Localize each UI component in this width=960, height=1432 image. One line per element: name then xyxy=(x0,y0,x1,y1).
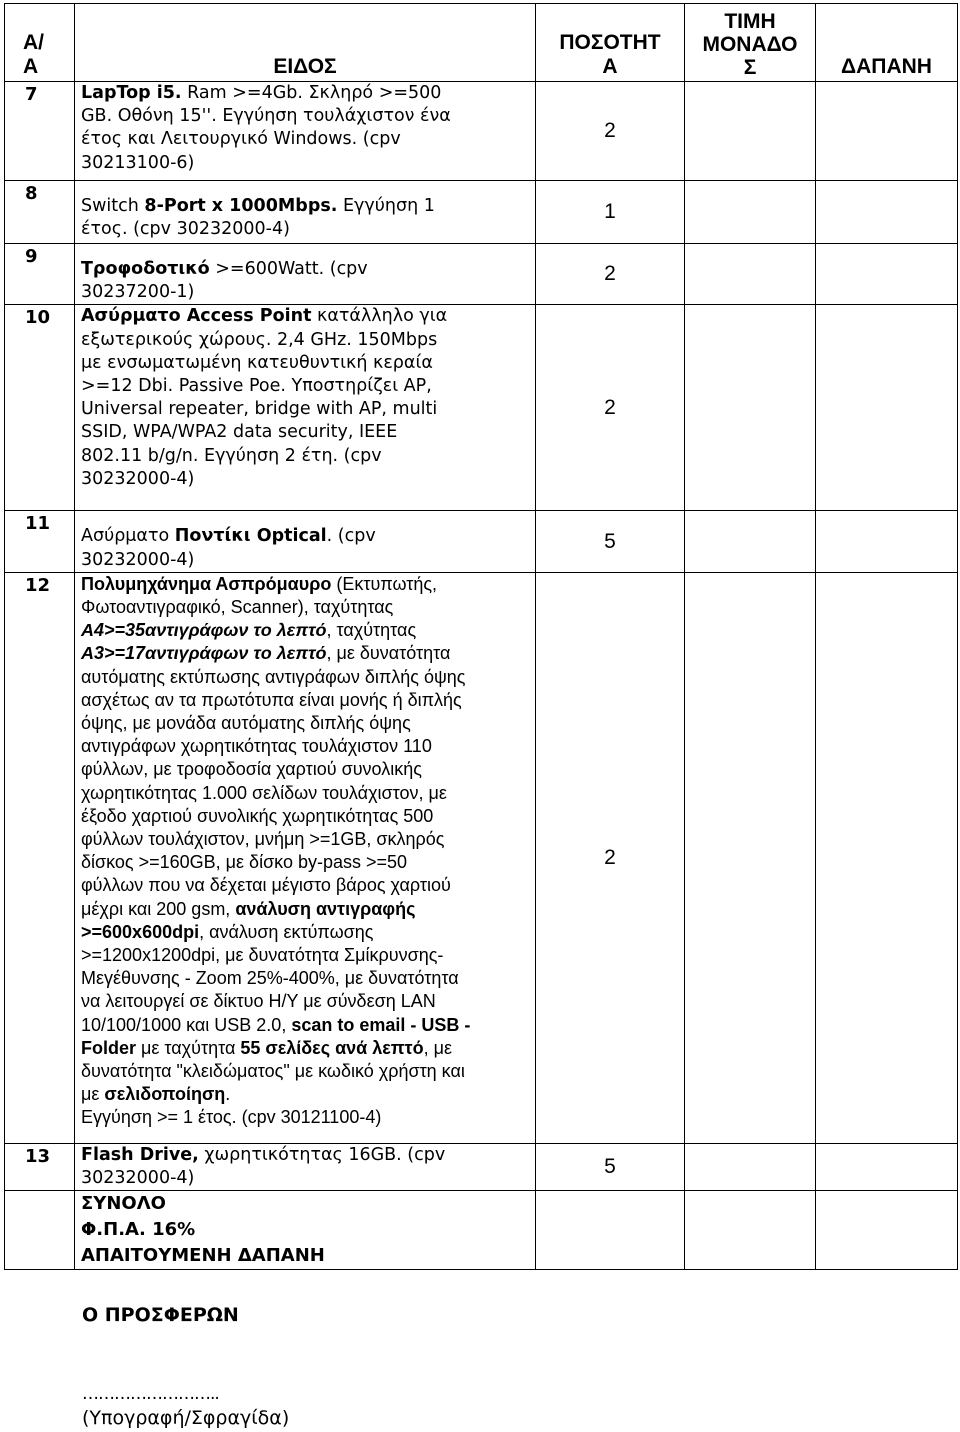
text-segment: φύλλων τουλάχιστον, μνήμη >=1GB, σκληρός xyxy=(81,829,445,850)
signature-label: (Υπογραφή/Σφραγίδα) xyxy=(82,1407,290,1429)
signature-dots: …………………….. xyxy=(82,1384,219,1404)
text-segment: όψης, με μονάδα αυτόματης διπλής όψης xyxy=(81,713,411,734)
item-description xyxy=(75,305,536,511)
text-segment: , ανάλυση εκτύπωσης xyxy=(199,921,374,942)
header-no: Α/ Α xyxy=(5,4,75,82)
item-quantity: 1 xyxy=(536,181,685,244)
description-line xyxy=(81,258,533,281)
text-segment: με ταχύτητα xyxy=(136,1037,241,1058)
text-segment: Τροφοδοτικό xyxy=(81,259,210,279)
totals-no-cell xyxy=(5,1191,75,1270)
text-segment: μέχρι και 200 gsm, xyxy=(81,898,236,919)
cost-cell xyxy=(816,181,958,244)
text-segment: Εγγύηση 1 xyxy=(337,196,435,216)
text-segment: ανάλυση αντιγραφής xyxy=(235,898,416,919)
item-quantity: 2 xyxy=(536,572,685,1143)
text-segment: 30237200-1) xyxy=(81,282,195,303)
text-segment: με ενσωματωμένη κατευθυντική κεραία xyxy=(81,352,433,373)
description-line xyxy=(81,1083,533,1106)
text-segment: αντιγράφων χωρητικότητας τουλάχιστον 110 xyxy=(81,736,432,757)
table-row xyxy=(5,305,958,511)
item-description xyxy=(75,1143,536,1190)
description-line xyxy=(81,666,533,689)
text-segment: χωρητικότητας 1.000 σελίδων τουλάχιστον, με xyxy=(81,782,447,803)
totals-row xyxy=(5,1191,958,1270)
text-segment: Ασύρματο Access Point xyxy=(81,306,312,327)
cost-cell xyxy=(816,305,958,511)
description-line xyxy=(81,990,533,1013)
item-description xyxy=(75,181,536,244)
text-segment: 10/100/1000 και USB 2.0, xyxy=(81,1014,292,1035)
text-segment: αυτόματης εκτύπωσης αντιγράφων διπλής όψης xyxy=(81,666,466,687)
description-line xyxy=(81,874,533,897)
description-line xyxy=(81,421,533,444)
description-line xyxy=(81,828,533,851)
total-sum-label: ΣΥΝΟΛΟ xyxy=(81,1193,166,1215)
text-segment: έξοδο χαρτιού συνολικής χωρητικότητας 500 xyxy=(81,805,434,826)
text-segment: Ασύρματο xyxy=(81,526,175,547)
text-segment: Εγγύηση >= 1 έτος. (cpv 30121100-4) xyxy=(81,1107,382,1128)
table-row xyxy=(5,181,958,244)
item-description xyxy=(75,572,536,1143)
description-line xyxy=(81,851,533,874)
text-segment: SSID, WPA/WPA2 data security, IEEE xyxy=(81,422,398,443)
text-segment: δίσκος >=160GB, με δίσκο by-pass >=50 xyxy=(81,852,408,873)
table-row xyxy=(5,511,958,572)
description-line xyxy=(81,735,533,758)
text-segment: 30232000-4) xyxy=(81,468,195,489)
description-line xyxy=(81,329,533,352)
cost-cell xyxy=(816,511,958,572)
unit-price-cell xyxy=(685,181,816,244)
text-segment: , ταχύτητας xyxy=(326,620,417,641)
description-line xyxy=(81,1037,533,1060)
description-line xyxy=(81,944,533,967)
unit-price-cell xyxy=(685,1143,816,1190)
text-segment: Α4>=35αντιγράφων το λεπτό xyxy=(81,620,327,641)
item-quantity: 5 xyxy=(536,1143,685,1190)
item-number: 10 xyxy=(5,305,75,511)
text-segment: να λειτουργεί σε δίκτυο Η/Υ με σύνδεση LAN xyxy=(81,991,436,1012)
text-segment: Πολυμηχάνημα Ασπρόμαυρο xyxy=(81,573,332,594)
text-segment: >=600x600dpi xyxy=(81,921,200,942)
text-segment: (Εκτυπωτής, xyxy=(331,573,438,594)
cost-cell xyxy=(816,1143,958,1190)
header-cost: ΔΑΠΑΝΗ xyxy=(816,4,958,82)
text-segment: έτος. (cpv 30232000-4) xyxy=(81,219,290,240)
total-required-label: ΑΠΑΙΤΟΥΜΕΝΗ ΔΑΠΑΝΗ xyxy=(81,1245,325,1267)
text-segment: με xyxy=(81,1084,105,1105)
cost-cell xyxy=(816,82,958,181)
text-segment: χωρητικότητας 16GB. (cpv xyxy=(198,1144,446,1165)
totals-cost-cell xyxy=(816,1191,958,1270)
description-line xyxy=(81,195,533,218)
description-line xyxy=(81,805,533,828)
description-line xyxy=(81,967,533,990)
text-segment: Φωτοαντιγραφικό, Scanner), ταχύτητας xyxy=(81,597,394,618)
totals-qty-cell xyxy=(536,1191,685,1270)
description-line xyxy=(81,305,533,328)
description-line xyxy=(81,1167,533,1190)
text-segment: δυνατότητα "κλειδώματος" με κωδικό χρήστη και xyxy=(81,1061,465,1082)
description-line xyxy=(81,596,533,619)
unit-price-cell xyxy=(685,305,816,511)
item-number: 9 xyxy=(5,244,75,305)
table-row xyxy=(5,244,958,305)
table-row xyxy=(5,1143,958,1190)
item-quantity: 5 xyxy=(536,511,685,572)
item-quantity: 2 xyxy=(536,82,685,181)
unit-price-cell xyxy=(685,244,816,305)
text-segment: LapTop i5. xyxy=(81,83,182,103)
text-segment: >=600Watt. (cpv xyxy=(209,259,368,279)
description-line xyxy=(81,642,533,665)
items-table xyxy=(4,3,958,1270)
text-segment: 30213100-6) xyxy=(81,152,195,173)
text-segment: GB. Οθόνη 15''. Εγγύηση τουλάχιστον ένα xyxy=(81,106,451,127)
totals-price-cell xyxy=(685,1191,816,1270)
text-segment: >=1200x1200dpi, με δυνατότητα Σμίκρυνσης- xyxy=(81,945,444,966)
total-vat-label: Φ.Π.Α. 16% xyxy=(81,1219,196,1241)
description-line xyxy=(81,218,533,241)
item-description xyxy=(75,82,536,181)
description-line xyxy=(81,689,533,712)
text-segment: Switch xyxy=(81,196,145,216)
item-quantity: 2 xyxy=(536,305,685,511)
description-line xyxy=(81,898,533,921)
text-segment: 55 σελίδες ανά λεπτό xyxy=(240,1037,424,1058)
item-number: 13 xyxy=(5,1143,75,1190)
description-line xyxy=(81,573,533,596)
text-segment: , με xyxy=(423,1037,452,1058)
description-line xyxy=(81,352,533,375)
description-line xyxy=(81,712,533,735)
description-line xyxy=(81,398,533,421)
unit-price-cell xyxy=(685,572,816,1143)
description-line xyxy=(81,375,533,398)
table-body xyxy=(5,82,958,1191)
text-segment: Ram >=4Gb. Σκληρό >=500 xyxy=(181,83,442,103)
header-quantity: ΠΟΣΟΤΗΤ Α xyxy=(536,4,685,82)
text-segment: Flash Drive, xyxy=(81,1144,199,1165)
cost-cell xyxy=(816,572,958,1143)
description-line xyxy=(81,525,533,548)
text-segment: φύλλων, με τροφοδοσία χαρτιού συνολικής xyxy=(81,759,422,780)
totals-cell xyxy=(75,1191,536,1270)
text-segment: Μεγέθυνσης - Zoom 25%-400%, με δυνατότητα xyxy=(81,968,459,989)
text-segment: , με δυνατότητα xyxy=(326,643,451,664)
description-line xyxy=(81,1014,533,1037)
text-segment: σελιδοποίηση xyxy=(104,1084,226,1105)
description-line xyxy=(81,921,533,944)
description-line xyxy=(81,152,533,175)
header-unit-price: ΤΙΜΗ ΜΟΝΑΔΟ Σ xyxy=(685,4,816,82)
item-number: 8 xyxy=(5,181,75,244)
text-segment: 802.11 b/g/n. Εγγύηση 2 έτη. (cpv xyxy=(81,445,382,466)
item-description xyxy=(75,511,536,572)
item-quantity: 2 xyxy=(536,244,685,305)
text-segment: φύλλων που να δέχεται μέγιστο βάρος χαρτιού xyxy=(81,875,451,896)
text-segment: εξωτερικούς χώρους. 2,4 GHz. 150Mbps xyxy=(81,329,438,350)
description-line xyxy=(81,782,533,805)
offeror-label: Ο ΠΡΟΣΦΕΡΩΝ xyxy=(82,1304,239,1326)
table-header-row xyxy=(5,4,958,82)
description-line xyxy=(81,1106,533,1129)
item-description xyxy=(75,244,536,305)
description-line xyxy=(81,281,533,304)
unit-price-cell xyxy=(685,511,816,572)
text-segment: Α3>=17αντιγράφων το λεπτό xyxy=(81,643,327,664)
text-segment: scan to email - USB - xyxy=(291,1014,471,1035)
description-line xyxy=(81,445,533,468)
table-row xyxy=(5,572,958,1143)
text-segment: . xyxy=(225,1084,231,1105)
item-number: 11 xyxy=(5,511,75,572)
text-segment: 30232000-4) xyxy=(81,549,195,570)
text-segment: έτος και Λειτουργικό Windows. (cpv xyxy=(81,129,401,150)
text-segment: κατάλληλο για xyxy=(311,306,448,327)
text-segment: ασχέτως αν τα πρωτότυπα είναι μονής ή διπλής xyxy=(81,689,462,710)
text-segment: Folder xyxy=(81,1037,137,1058)
description-line xyxy=(81,82,533,105)
item-number: 12 xyxy=(5,572,75,1143)
header-item: ΕΙΔΟΣ xyxy=(75,4,536,82)
description-line xyxy=(81,549,533,572)
description-line xyxy=(81,1060,533,1083)
text-segment: Universal repeater, bridge with AP, multi xyxy=(81,399,438,420)
description-line xyxy=(81,128,533,151)
item-number: 7 xyxy=(5,82,75,181)
cost-cell xyxy=(816,244,958,305)
text-segment: >=12 Dbi. Passive Poe. Υποστηρίζει AP, xyxy=(81,376,432,397)
text-segment: Ποντίκι Optical xyxy=(174,526,327,547)
text-segment: . (cpv xyxy=(326,526,376,547)
description-line xyxy=(81,758,533,781)
description-line xyxy=(81,1144,533,1167)
description-line xyxy=(81,105,533,128)
description-line xyxy=(81,619,533,642)
description-line xyxy=(81,468,533,491)
text-segment: 30232000-4) xyxy=(81,1168,195,1189)
text-segment: 8-Port x 1000Mbps. xyxy=(144,196,338,216)
unit-price-cell xyxy=(685,82,816,181)
table-row xyxy=(5,82,958,181)
